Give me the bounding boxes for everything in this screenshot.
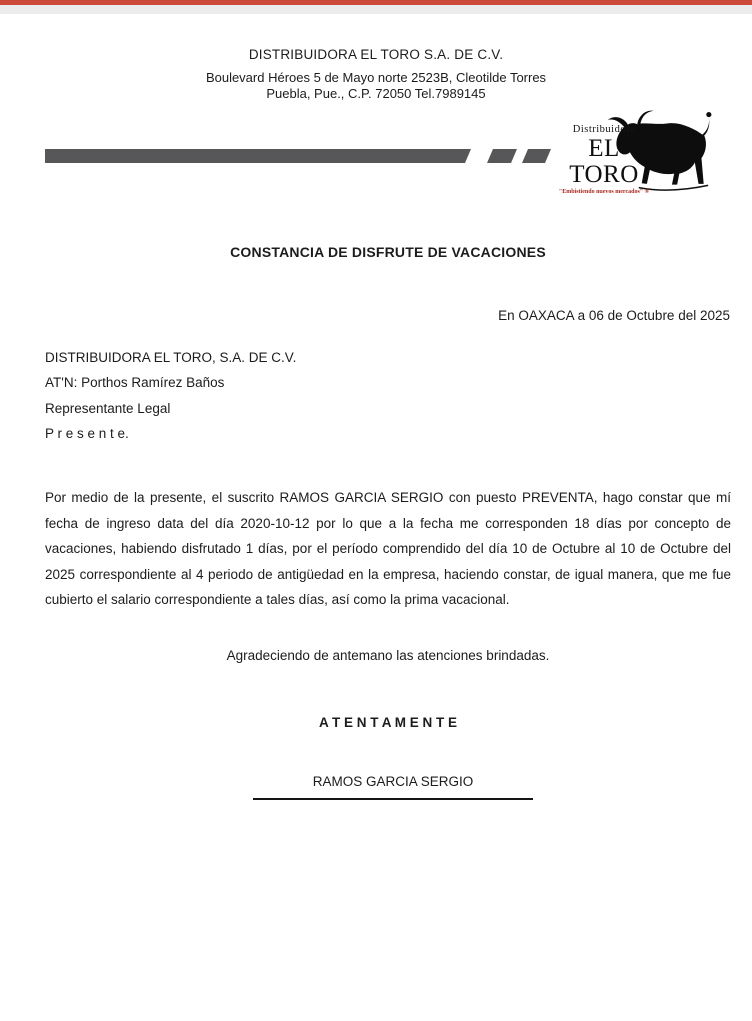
recipient-company: DISTRIBUIDORA EL TORO, S.A. DE C.V. xyxy=(45,350,297,365)
recipient-salutation: P r e s e n t e. xyxy=(45,426,129,442)
company-name: DISTRIBUIDORA EL TORO S.A. DE C.V. xyxy=(248,47,504,62)
top-strip xyxy=(0,5,752,14)
signature-name: RAMOS GARCIA SERGIO xyxy=(312,774,474,789)
letterhead xyxy=(0,46,752,101)
company-address-line1: Boulevard Héroes 5 de Mayo norte 2523B, Cleotilde Torres xyxy=(205,70,547,85)
recipient-attention: AT'N: Porthos Ramírez Baños xyxy=(45,375,225,391)
logo-distributor-label: Distribuidora xyxy=(572,124,636,135)
company-logo xyxy=(556,102,714,202)
stripe-chunk-1 xyxy=(487,149,517,163)
signoff-line: A T E N T A M E N T E xyxy=(319,715,457,730)
body-paragraph: Por medio de la presente, el suscrito RAMOS GARCIA SERGIO con puesto PREVENTA, hago constar que mí fecha de ingreso data del día 2020-10-12 por lo que a la fecha me corresponden 18 días por concepto de vacaciones, habiendo disfrutado 1 días, por el período comprendido del día 10 de Octubre al 10 de Octubre del 2025 correspondiente al 4 periodo de antigüedad en la empresa, haciendo constar, de igual manera, que me fue cubierto el salario correspondiente a tales días, así como la prima vacacional. xyxy=(45,490,731,608)
document-title: CONSTANCIA DE DISFRUTE DE VACACIONES xyxy=(230,244,546,260)
signature-block xyxy=(253,773,533,800)
logo-text xyxy=(556,124,652,196)
dateline: En OAXACA a 06 de Octubre del 2025 xyxy=(498,308,730,323)
company-address-line2: Puebla, Pue., C.P. 72050 Tel.7989145 xyxy=(266,85,486,101)
recipient-block xyxy=(45,345,296,447)
recipient-role: Representante Legal xyxy=(45,400,171,416)
logo-tagline: "Embistiendo nuevos mercados" ® xyxy=(558,189,650,195)
decorative-stripe xyxy=(45,149,555,163)
logo-brand-name: EL TORO xyxy=(569,135,639,188)
stripe-bar xyxy=(45,149,471,163)
stripe-chunk-2 xyxy=(522,149,551,163)
closing-line: Agradeciendo de antemano las atenciones brindadas. xyxy=(226,648,550,663)
